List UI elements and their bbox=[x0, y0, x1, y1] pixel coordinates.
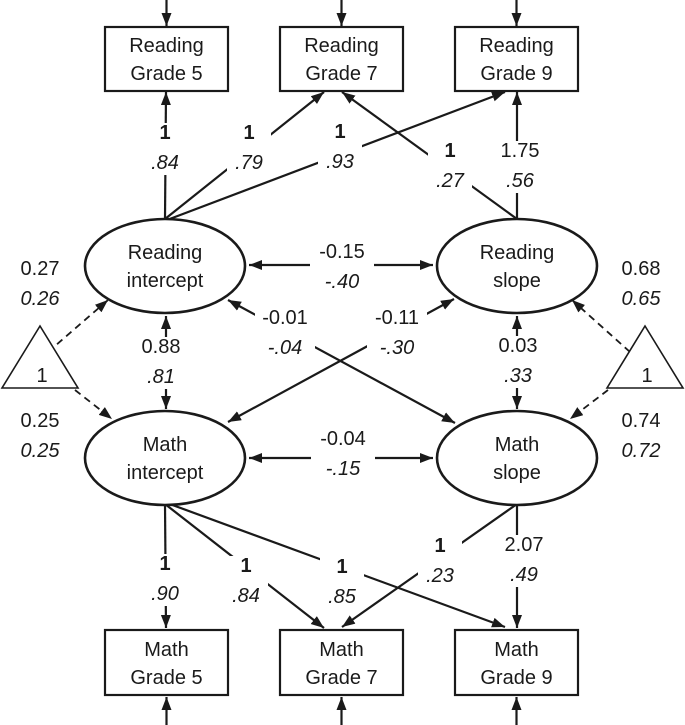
reading-grade5-label-line1: Reading bbox=[129, 35, 204, 57]
loading-est: 1 bbox=[159, 553, 171, 575]
math-grade7-label-line2: Grade 7 bbox=[305, 667, 378, 689]
node-reading-slope bbox=[437, 219, 597, 313]
loading-est: 1 bbox=[334, 121, 346, 143]
estimate-labels bbox=[16, 121, 665, 609]
reading-slope-label-line1: Reading bbox=[479, 242, 555, 264]
cov-est: -0.11 bbox=[374, 307, 420, 329]
cov-est: -0.01 bbox=[262, 307, 308, 329]
node-reading-grade9 bbox=[455, 27, 578, 91]
reading-grade5-label-line2: Grade 5 bbox=[130, 63, 203, 85]
label-loading-reading-slope-g7 bbox=[428, 140, 472, 193]
label-loading-math-slope-g7 bbox=[418, 535, 462, 588]
label-cov-math-intercept-math-slope bbox=[311, 428, 375, 481]
constant-right-label: 1 bbox=[641, 365, 653, 387]
cov-std: -.30 bbox=[379, 337, 415, 359]
reading-grade7-label-line2: Grade 7 bbox=[305, 63, 378, 85]
loading-est: 1 bbox=[159, 122, 171, 144]
reading-grade9-label-line2: Grade 9 bbox=[480, 63, 553, 85]
reading-grade7-label-line1: Reading bbox=[304, 35, 379, 57]
math-slope-label-line2: slope bbox=[493, 462, 541, 484]
label-cov-reading-slope-math-slope bbox=[494, 335, 542, 388]
math-intercept-label-line1: Math bbox=[142, 434, 188, 456]
label-cov-reading-intercept-reading-slope bbox=[310, 241, 374, 294]
label-loading-math-intercept-g9 bbox=[320, 556, 364, 609]
reading-slope-label-line2: slope bbox=[493, 270, 541, 292]
reading-intercept-label-line1: Reading bbox=[127, 242, 203, 264]
constants bbox=[2, 326, 683, 388]
loading-std: .93 bbox=[326, 151, 354, 173]
mean-path-math-intercept bbox=[75, 390, 112, 419]
label-mean-math-intercept bbox=[16, 410, 64, 463]
math-grade9-label-line2: Grade 9 bbox=[480, 667, 553, 689]
node-math-grade5 bbox=[105, 630, 228, 695]
cov-est: -0.15 bbox=[319, 241, 365, 263]
loading-std: .79 bbox=[235, 152, 263, 174]
node-constant-right bbox=[607, 326, 683, 388]
loading-est: 1 bbox=[444, 140, 456, 162]
label-loading-reading-intercept-g5 bbox=[143, 122, 187, 175]
reading-intercept-ellipse bbox=[85, 219, 245, 313]
mean-est: 0.25 bbox=[20, 410, 60, 432]
loading-std: .49 bbox=[510, 564, 538, 586]
cov-std: -.40 bbox=[324, 271, 360, 293]
cov-std: .33 bbox=[504, 365, 532, 387]
math-grade9-label-line1: Math bbox=[494, 639, 539, 661]
mean-std: 0.26 bbox=[20, 288, 60, 310]
cov-std: -.04 bbox=[267, 337, 303, 359]
loading-std: .56 bbox=[506, 170, 534, 192]
math-intercept-ellipse bbox=[85, 411, 245, 505]
loading-est: 1.75 bbox=[500, 140, 540, 162]
node-math-grade9 bbox=[455, 630, 578, 695]
node-reading-grade7 bbox=[280, 27, 403, 91]
label-mean-math-slope bbox=[617, 410, 665, 463]
paths bbox=[48, 0, 630, 725]
node-math-intercept bbox=[85, 411, 245, 505]
math-slope-label-line1: Math bbox=[494, 434, 540, 456]
cov-std: .81 bbox=[147, 366, 175, 388]
loading-est: 1 bbox=[243, 122, 255, 144]
label-loading-reading-intercept-g7 bbox=[227, 122, 271, 175]
label-cov-reading-intercept-math-slope bbox=[255, 307, 315, 360]
mean-est: 0.68 bbox=[621, 258, 661, 280]
mean-std: 0.72 bbox=[621, 440, 661, 462]
label-loading-math-intercept-g5 bbox=[143, 553, 187, 606]
label-loading-reading-slope-g9 bbox=[496, 140, 544, 193]
math-slope-ellipse bbox=[437, 411, 597, 505]
loading-est: 1 bbox=[336, 556, 348, 578]
node-math-grade7 bbox=[280, 630, 403, 695]
loading-est: 2.07 bbox=[504, 534, 544, 556]
constant-left-label: 1 bbox=[36, 365, 48, 387]
loading-std: .23 bbox=[426, 565, 454, 587]
label-mean-reading-slope bbox=[617, 258, 665, 311]
loading-std: .27 bbox=[436, 170, 464, 192]
mean-est: 0.27 bbox=[20, 258, 60, 280]
mean-std: 0.65 bbox=[621, 288, 661, 310]
label-cov-reading-slope-math-intercept bbox=[367, 307, 427, 360]
mean-path-math-slope bbox=[570, 390, 608, 419]
reading-grade9-label-line1: Reading bbox=[479, 35, 554, 57]
label-loading-math-slope-g9 bbox=[498, 534, 550, 587]
label-loading-math-intercept-g7 bbox=[224, 555, 268, 608]
label-cov-reading-intercept-math-intercept bbox=[137, 336, 185, 389]
loading-est: 1 bbox=[240, 555, 252, 577]
cov-est: 0.03 bbox=[498, 335, 538, 357]
mean-std: 0.25 bbox=[20, 440, 60, 462]
cov-est: -0.04 bbox=[320, 428, 366, 450]
reading-intercept-label-line2: intercept bbox=[126, 270, 204, 292]
loading-est: 1 bbox=[434, 535, 446, 557]
mean-est: 0.74 bbox=[621, 410, 661, 432]
node-math-slope bbox=[437, 411, 597, 505]
node-reading-grade5 bbox=[105, 27, 228, 91]
math-grade7-label-line1: Math bbox=[319, 639, 364, 661]
math-grade5-label-line1: Math bbox=[144, 639, 189, 661]
math-intercept-label-line2: intercept bbox=[126, 462, 204, 484]
loading-std: .84 bbox=[232, 585, 260, 607]
node-reading-intercept bbox=[85, 219, 245, 313]
loading-std: .85 bbox=[328, 586, 356, 608]
reading-slope-ellipse bbox=[437, 219, 597, 313]
loading-std: .84 bbox=[151, 152, 179, 174]
cov-std: -.15 bbox=[325, 458, 361, 480]
label-mean-reading-intercept bbox=[16, 258, 64, 311]
label-loading-reading-intercept-g9 bbox=[318, 121, 362, 174]
cov-est: 0.88 bbox=[141, 336, 181, 358]
math-grade5-label-line2: Grade 5 bbox=[130, 667, 203, 689]
loading-std: .90 bbox=[151, 583, 179, 605]
